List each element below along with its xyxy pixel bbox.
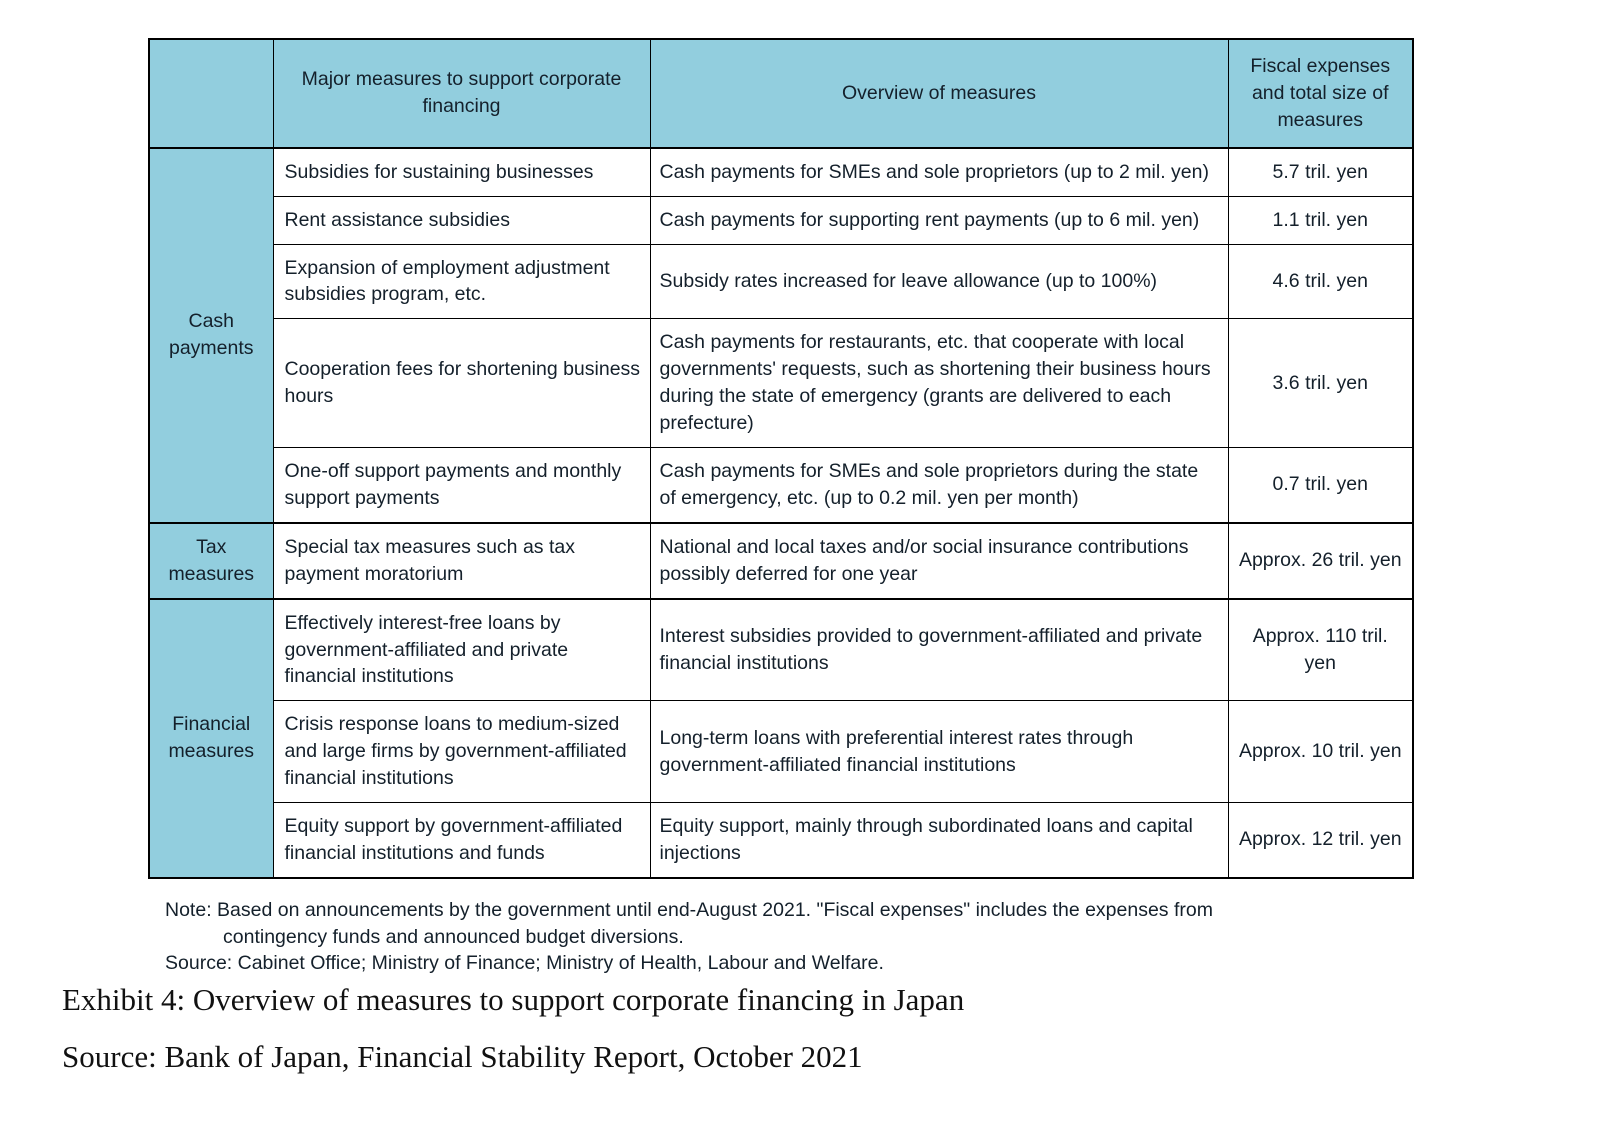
category-cell-tax-measures: Tax measures (149, 523, 273, 599)
measure-cell: Rent assistance subsidies (273, 196, 650, 244)
category-cell-cash-payments: Cash payments (149, 148, 273, 523)
table-row (149, 803, 1413, 878)
measure-cell: Special tax measures such as tax payment moratorium (273, 523, 650, 599)
table-row (149, 196, 1413, 244)
table-row (149, 319, 1413, 448)
fiscal-cell: Approx. 26 tril. yen (1228, 523, 1413, 599)
table-row (149, 701, 1413, 803)
header-overview: Overview of measures (650, 39, 1228, 148)
fiscal-cell: 3.6 tril. yen (1228, 319, 1413, 448)
measure-cell: One-off support payments and monthly support payments (273, 447, 650, 522)
overview-cell: Equity support, mainly through subordinated loans and capital injections (650, 803, 1228, 878)
table-body (149, 148, 1413, 878)
note-line-2: contingency funds and announced budget diversions. (223, 925, 684, 948)
overview-cell: Cash payments for restaurants, etc. that cooperate with local governments' requests, such as shortening their business hours during the state of emergency (grants are delivered to each prefecture) (650, 319, 1228, 448)
measure-cell: Crisis response loans to medium-sized and large firms by government-affiliated financial institutions (273, 701, 650, 803)
figure-caption-block (62, 984, 1542, 1098)
overview-cell: Long-term loans with preferential interest rates through government-affiliated financial institutions (650, 701, 1228, 803)
measures-table-container (148, 38, 1412, 879)
measure-cell: Equity support by government-affiliated financial institutions and funds (273, 803, 650, 878)
measure-cell: Effectively interest-free loans by government-affiliated and private financial institutions (273, 599, 650, 701)
measure-cell: Subsidies for sustaining businesses (273, 148, 650, 196)
note-line-1: Note: Based on announcements by the government until end-August 2021. "Fiscal expenses" includes the expenses from (165, 899, 1213, 921)
fiscal-cell: 5.7 tril. yen (1228, 148, 1413, 196)
overview-cell: Subsidy rates increased for leave allowance (up to 100%) (650, 244, 1228, 319)
overview-cell: Interest subsidies provided to government-affiliated and private financial institutions (650, 599, 1228, 701)
measure-cell: Cooperation fees for shortening business hours (273, 319, 650, 448)
table-row (149, 148, 1413, 196)
table-row (149, 244, 1413, 319)
fiscal-cell: 1.1 tril. yen (1228, 196, 1413, 244)
header-fiscal-expenses: Fiscal expenses and total size of measures (1228, 39, 1413, 148)
fiscal-cell: 4.6 tril. yen (1228, 244, 1413, 319)
overview-cell: National and local taxes and/or social insurance contributions possibly deferred for one year (650, 523, 1228, 599)
overview-cell: Cash payments for SMEs and sole proprietors during the state of emergency, etc. (up to 0.2 mil. yen per month) (650, 447, 1228, 522)
overview-cell: Cash payments for SMEs and sole proprietors (up to 2 mil. yen) (650, 148, 1228, 196)
note-source-line: Source: Cabinet Office; Ministry of Finance; Ministry of Health, Labour and Welfare. (165, 952, 884, 975)
table-notes (165, 897, 1425, 977)
header-category (149, 39, 273, 148)
exhibit-caption: Exhibit 4: Overview of measures to support corporate financing in Japan (62, 982, 965, 1017)
fiscal-cell: Approx. 110 tril. yen (1228, 599, 1413, 701)
table-row (149, 447, 1413, 522)
header-major-measures: Major measures to support corporate financing (273, 39, 650, 148)
table-row (149, 523, 1413, 599)
fiscal-cell: Approx. 12 tril. yen (1228, 803, 1413, 878)
caption-source: Source: Bank of Japan, Financial Stability Report, October 2021 (62, 1039, 863, 1074)
header-row (149, 39, 1413, 148)
fiscal-cell: Approx. 10 tril. yen (1228, 701, 1413, 803)
fiscal-cell: 0.7 tril. yen (1228, 447, 1413, 522)
category-cell-financial-measures: Financial measures (149, 599, 273, 878)
measure-cell: Expansion of employment adjustment subsidies program, etc. (273, 244, 650, 319)
table-header (149, 39, 1413, 148)
table-row (149, 599, 1413, 701)
overview-cell: Cash payments for supporting rent payments (up to 6 mil. yen) (650, 196, 1228, 244)
measures-table (148, 38, 1414, 879)
